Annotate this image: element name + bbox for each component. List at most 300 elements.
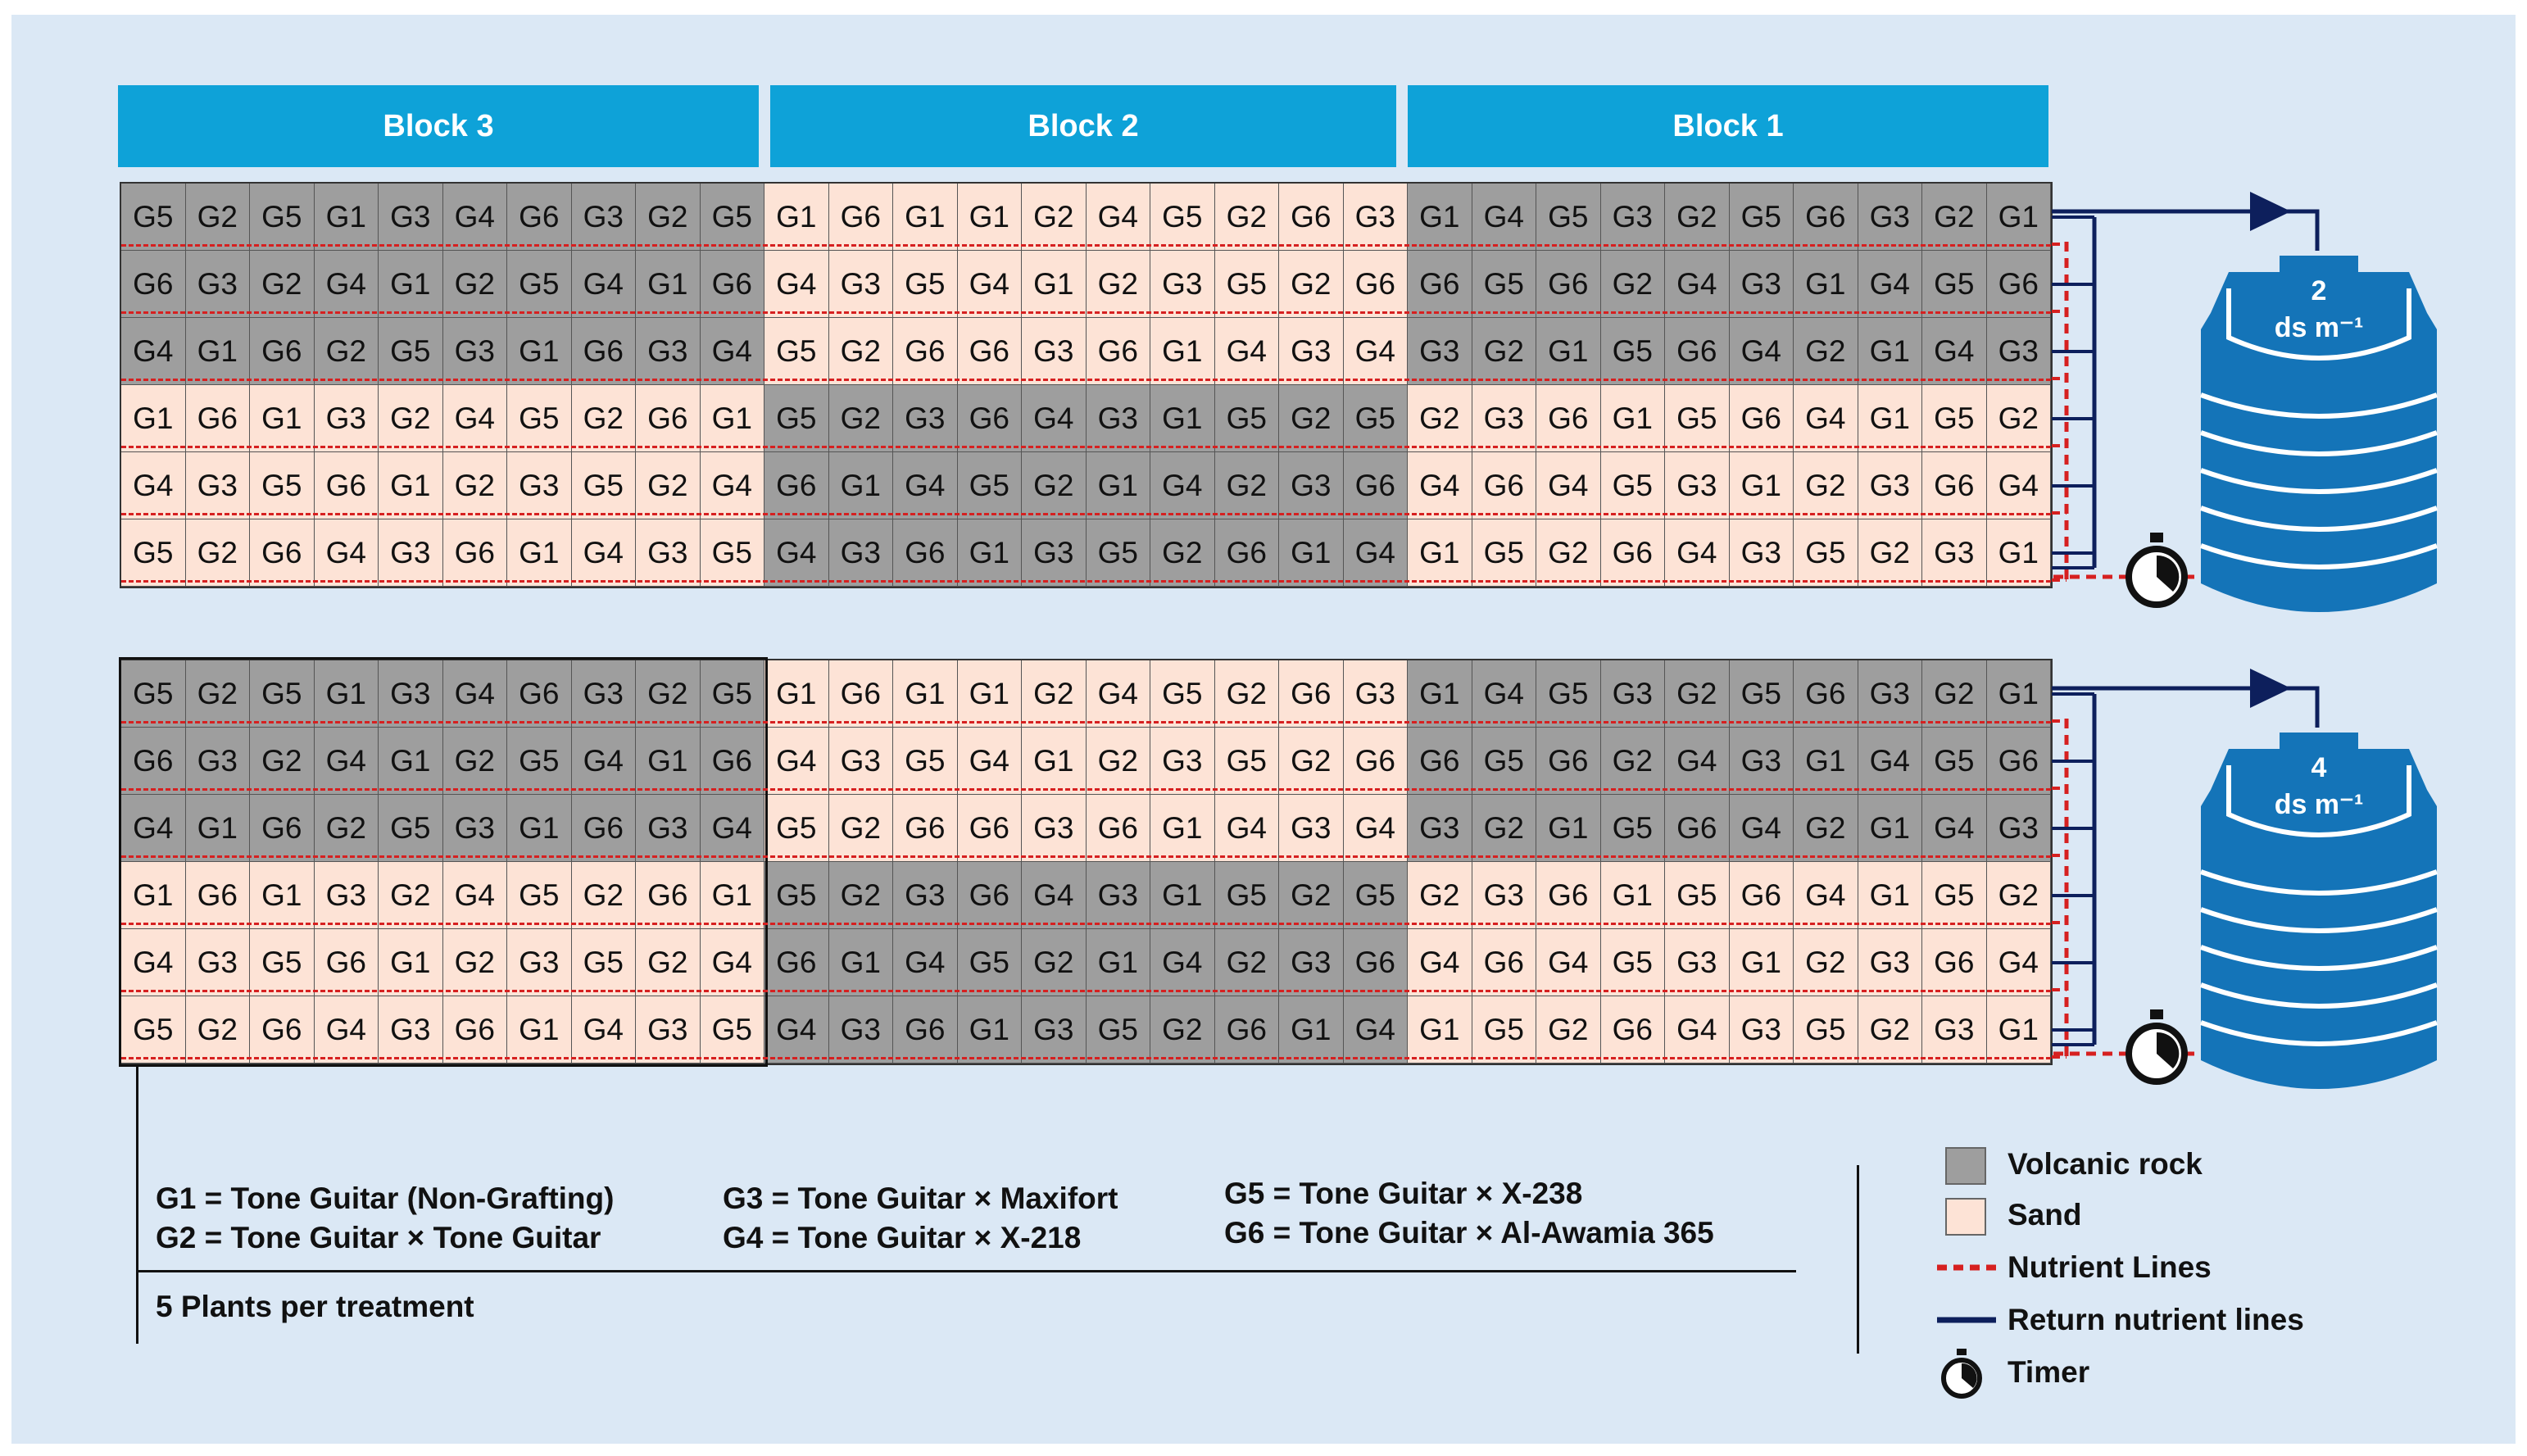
plot-cell: G4 [1408,452,1472,519]
plot-cell: G1 [315,184,379,251]
plot-cell: G4 [572,996,637,1064]
plot-cell: G1 [1150,862,1215,929]
plot-cell: G5 [121,184,186,251]
plot-cell: G2 [636,929,701,996]
plot-cell: G4 [1022,862,1087,929]
plot-cell: G5 [1472,996,1537,1064]
plot-cell: G5 [379,318,443,385]
plot-cell: G2 [250,728,315,795]
plot-cell: G3 [636,318,701,385]
plot-cell: G3 [186,452,251,519]
plot-cell: G5 [1472,251,1537,318]
timer-crown [2150,533,2163,542]
plot-cell: G6 [1601,996,1666,1064]
plot-cell: G1 [764,184,829,251]
plot-cell: G3 [1279,929,1344,996]
plot-cell: G6 [893,318,958,385]
plot-cell: G4 [315,728,379,795]
plot-cell: G2 [443,728,508,795]
red-dashed-line-icon [1934,1255,1999,1280]
plot-cell: G5 [121,519,186,587]
plot-cell: G3 [1022,795,1087,862]
plot-cell: G4 [1215,795,1280,862]
plot-cell: G3 [1022,318,1087,385]
plot-cell: G2 [1536,519,1601,587]
plot-cell: G3 [379,184,443,251]
plot-cell: G3 [186,929,251,996]
plot-cell: G2 [1408,385,1472,452]
sand-square-icon [1945,1198,1986,1236]
plot-cell: G1 [958,660,1023,728]
plot-cell: G2 [186,660,251,728]
plot-cell: G4 [1665,996,1730,1064]
plot-cell: G3 [829,519,894,587]
plot-cell: G6 [1922,929,1987,996]
plot-cell: G6 [764,452,829,519]
plot-cell: G2 [1279,251,1344,318]
plot-cell: G3 [1344,660,1409,728]
plot-cell: G2 [1987,385,2052,452]
plot-cell: G2 [1794,795,1858,862]
plot-cell: G5 [1536,660,1601,728]
plot-cell: G2 [1858,519,1923,587]
plot-cell: G4 [121,318,186,385]
plot-cell: G6 [121,251,186,318]
block-2-header: Block 2 [770,85,1396,167]
plot-cell: G5 [1150,660,1215,728]
plot-cell: G2 [1794,318,1858,385]
plot-cell: G6 [1087,318,1151,385]
plot-cell: G6 [1536,728,1601,795]
plot-cell: G4 [1987,452,2052,519]
plot-cell: G1 [1408,660,1472,728]
plot-cell: G6 [186,385,251,452]
plot-cell: G6 [315,929,379,996]
plot-cell: G3 [1665,929,1730,996]
plot-cell: G4 [121,929,186,996]
plot-cell: G4 [315,251,379,318]
plot-cell: G3 [507,929,572,996]
plot-cell: G6 [829,184,894,251]
plot-cell: G2 [1601,251,1666,318]
plot-cell: G4 [958,728,1023,795]
plot-cell: G6 [1472,929,1537,996]
plot-cell: G6 [507,660,572,728]
nutrient-line [121,788,2051,791]
plot-cell: G2 [1665,660,1730,728]
plot-cell: G3 [186,251,251,318]
plot-cell: G4 [701,318,765,385]
plot-cell: G3 [443,318,508,385]
plot-cell: G6 [1344,251,1409,318]
plot-cell: G3 [1022,996,1087,1064]
plot-cell: G1 [1279,519,1344,587]
plot-cell: G4 [1536,929,1601,996]
plot-cell: G1 [1536,795,1601,862]
plot-cell: G1 [1858,385,1923,452]
plot-cell: G1 [1087,929,1151,996]
plot-cell: G1 [379,929,443,996]
plot-cell: G2 [829,795,894,862]
plot-cell: G2 [1922,184,1987,251]
plot-cell: G4 [893,929,958,996]
plot-cell: G3 [1022,519,1087,587]
plot-cell: G6 [764,929,829,996]
plot-cell: G6 [701,728,765,795]
genotype-g3: G3 = Tone Guitar × Maxifort [723,1182,1118,1215]
plot-cell: G1 [701,862,765,929]
legend-left-rule [136,1065,138,1344]
plot-cell: G5 [764,385,829,452]
plot-cell: G2 [1150,519,1215,587]
plot-cell: G5 [764,862,829,929]
plot-cell: G5 [572,929,637,996]
plot-cell: G3 [1408,795,1472,862]
plot-cell: G6 [958,795,1023,862]
plot-cell: G2 [1087,728,1151,795]
plot-cell: G3 [1601,184,1666,251]
plot-cell: G5 [1215,862,1280,929]
plot-cell: G1 [1987,660,2052,728]
plot-cell: G2 [186,184,251,251]
nutrient-line [121,1057,2051,1059]
plot-cell: G2 [1794,929,1858,996]
key-timer: Timer [2008,1355,2090,1389]
plot-cell: G1 [186,318,251,385]
plot-cell: G4 [1408,929,1472,996]
tank-1-value: 2 [2311,275,2327,306]
plot-cell: G4 [1344,996,1409,1064]
key-separator [1857,1165,1859,1354]
plot-cell: G3 [1665,452,1730,519]
plot-cell: G3 [1279,795,1344,862]
plot-cell: G4 [572,251,637,318]
plot-cell: G3 [379,519,443,587]
plot-cell: G5 [250,929,315,996]
plot-cell: G3 [507,452,572,519]
plot-cell: G2 [636,184,701,251]
plot-cell: G2 [186,996,251,1064]
plot-cell: G6 [250,318,315,385]
top-plumbing [2052,192,2437,612]
plot-cell: G1 [121,385,186,452]
plot-cell: G5 [250,184,315,251]
plot-cell: G4 [1794,862,1858,929]
plot-cell: G3 [893,862,958,929]
plot-cell: G4 [1344,519,1409,587]
plot-cell: G3 [1730,996,1794,1064]
tank-2-unit: ds m⁻¹ [2274,789,2364,820]
nutrient-line [121,990,2051,992]
plot-cell: G3 [829,996,894,1064]
plot-cell: G5 [701,996,765,1064]
plot-cell: G1 [1794,728,1858,795]
plot-cell: G6 [315,452,379,519]
plot-cell: G2 [1150,996,1215,1064]
plot-cell: G6 [701,251,765,318]
plot-cell: G1 [121,862,186,929]
plot-cell: G6 [893,795,958,862]
plot-cell: G4 [1344,318,1409,385]
plot-cell: G1 [1087,452,1151,519]
bottom-plumbing [2052,669,2437,1089]
plot-cell: G5 [893,728,958,795]
plot-cell: G3 [1087,862,1151,929]
plot-cell: G3 [1858,184,1923,251]
plot-cell: G6 [121,728,186,795]
plot-cell: G3 [1987,795,2052,862]
plot-cell: G3 [1472,862,1537,929]
plot-cell: G2 [1215,929,1280,996]
plot-cell: G6 [572,318,637,385]
plot-cell: G5 [1601,452,1666,519]
plot-cell: G2 [186,519,251,587]
plot-cell: G1 [958,184,1023,251]
plot-cell: G2 [1922,660,1987,728]
plot-cell: G6 [1794,660,1858,728]
plot-cell: G5 [507,728,572,795]
plot-cell: G3 [893,385,958,452]
plot-cell: G1 [764,660,829,728]
plot-cell: G5 [1087,996,1151,1064]
plot-cell: G6 [636,862,701,929]
plot-cell: G4 [1987,929,2052,996]
plot-cell: G4 [701,452,765,519]
plot-cell: G5 [121,996,186,1064]
plot-cell: G6 [1408,728,1472,795]
plot-cell: G6 [958,862,1023,929]
plot-cell: G4 [443,385,508,452]
plot-cell: G2 [1858,996,1923,1064]
plot-cell: G6 [186,862,251,929]
plot-cell: G3 [1858,929,1923,996]
plot-cell: G6 [1665,795,1730,862]
plot-cell: G6 [1087,795,1151,862]
plot-cell: G2 [572,385,637,452]
plot-cell: G5 [958,452,1023,519]
nutrient-line [121,446,2051,448]
plot-cell: G5 [1215,728,1280,795]
plot-cell: G5 [1150,184,1215,251]
plot-cell: G4 [1087,184,1151,251]
block-1-header: Block 1 [1408,85,2048,167]
plot-cell: G5 [1922,728,1987,795]
key-nutrient-lines: Nutrient Lines [2008,1250,2212,1284]
plot-cell: G6 [1601,519,1666,587]
plot-cell: G1 [507,318,572,385]
plot-cell: G2 [1022,660,1087,728]
plot-cell: G3 [636,795,701,862]
plot-cell: G1 [958,996,1023,1064]
plot-cell: G5 [1794,996,1858,1064]
plot-cell: G1 [1536,318,1601,385]
flow-arrow-return [2250,192,2291,231]
plot-cell: G4 [1665,728,1730,795]
plot-cell: G1 [1987,184,2052,251]
plot-cell: G1 [1987,519,2052,587]
plot-cell: G4 [443,660,508,728]
plot-cell: G6 [893,996,958,1064]
plot-cell: G2 [1536,996,1601,1064]
plot-cell: G1 [1858,862,1923,929]
plot-cell: G1 [829,929,894,996]
plot-cell: G4 [1215,318,1280,385]
plot-cell: G5 [1730,184,1794,251]
plot-cell: G1 [1858,318,1923,385]
plot-cell: G2 [1279,862,1344,929]
plot-cell: G5 [1215,385,1280,452]
plot-cell: G2 [1215,452,1280,519]
plot-cell: G1 [1279,996,1344,1064]
plot-cell: G2 [379,862,443,929]
genotype-g2: G2 = Tone Guitar × Tone Guitar [156,1221,601,1254]
flow-arrow-return [2250,669,2291,708]
plot-cell: G2 [572,862,637,929]
plot-cell: G6 [1408,251,1472,318]
plot-cell: G5 [893,251,958,318]
plot-cell: G2 [1472,795,1537,862]
plot-cell: G6 [636,385,701,452]
plot-cell: G4 [1730,318,1794,385]
plot-cell: G1 [250,385,315,452]
plot-cell: G2 [636,452,701,519]
plot-cell: G3 [572,660,637,728]
plot-cell: G3 [829,728,894,795]
plot-cell: G3 [1730,519,1794,587]
plants-note: 5 Plants per treatment [156,1290,474,1323]
plot-cell: G2 [1665,184,1730,251]
plot-cell: G1 [315,660,379,728]
nutrient-line [121,721,2051,723]
plot-cell: G3 [1279,318,1344,385]
plot-cell: G3 [1408,318,1472,385]
plot-cell: G5 [1344,862,1409,929]
plot-cell: G1 [1150,385,1215,452]
plot-cell: G4 [764,728,829,795]
plot-cell: G4 [121,452,186,519]
plot-cell: G4 [958,251,1023,318]
plot-cell: G6 [958,318,1023,385]
plot-cell: G1 [1150,795,1215,862]
plot-cell: G3 [1472,385,1537,452]
plot-cell: G4 [1922,795,1987,862]
plot-cell: G6 [1730,862,1794,929]
plot-cell: G2 [829,318,894,385]
plot-cell: G1 [636,251,701,318]
plot-cell: G3 [1601,660,1666,728]
plot-cell: G6 [1536,862,1601,929]
plot-cell: G6 [443,519,508,587]
plot-cell: G2 [315,318,379,385]
plot-cell: G4 [764,251,829,318]
plot-cell: G1 [1022,728,1087,795]
nutrient-line [121,379,2051,381]
plot-cell: G5 [1601,929,1666,996]
plot-cell: G1 [186,795,251,862]
plot-cell: G1 [507,519,572,587]
plot-cell: G4 [1858,251,1923,318]
plot-cell: G1 [1022,251,1087,318]
plot-cell: G1 [1730,452,1794,519]
plot-cell: G6 [507,184,572,251]
plot-cell: G3 [1279,452,1344,519]
plot-cell: G5 [764,795,829,862]
plot-cell: G6 [443,996,508,1064]
plot-cell: G2 [443,929,508,996]
block-3-header: Block 3 [118,85,759,167]
plot-cell: G4 [315,996,379,1064]
plot-cell: G2 [1022,452,1087,519]
plot-cell: G6 [250,996,315,1064]
plot-cell: G2 [1279,385,1344,452]
plot-cell: G3 [1858,452,1923,519]
plot-cell: G6 [1279,184,1344,251]
plot-cell: G2 [636,660,701,728]
plot-cell: G3 [379,660,443,728]
plot-cell: G4 [1150,929,1215,996]
plot-cell: G4 [1922,318,1987,385]
plot-cell: G6 [572,795,637,862]
plot-cell: G5 [1922,862,1987,929]
plot-cell: G1 [829,452,894,519]
plot-cell: G6 [1794,184,1858,251]
plot-cell: G3 [186,728,251,795]
plot-cell: G1 [1408,996,1472,1064]
nutrient-line [121,855,2051,858]
plot-cell: G5 [379,795,443,862]
plot-cell: G3 [1087,385,1151,452]
plot-cell: G2 [1408,862,1472,929]
plot-cell: G6 [1922,452,1987,519]
plot-cell: G2 [443,452,508,519]
plot-cell: G4 [1150,452,1215,519]
plot-cell: G5 [1601,795,1666,862]
plot-cell: G2 [1022,184,1087,251]
plot-cell: G3 [1150,728,1215,795]
plot-cell: G5 [1472,728,1537,795]
plot-cell: G3 [379,996,443,1064]
nutrient-line [121,580,2051,583]
plot-cell: G4 [764,519,829,587]
plot-cell: G2 [1279,728,1344,795]
genotype-g1: G1 = Tone Guitar (Non-Grafting) [156,1182,615,1215]
plot-cell: G5 [1922,385,1987,452]
tank-cap [2280,733,2358,749]
genotype-g4: G4 = Tone Guitar × X-218 [723,1221,1082,1254]
plot-cell: G3 [315,862,379,929]
navy-solid-line-icon [1934,1308,1999,1332]
plot-cell: G1 [1408,519,1472,587]
plot-cell: G2 [1215,184,1280,251]
plot-cell: G5 [1215,251,1280,318]
key-volcanic-rock: Volcanic rock [2008,1147,2203,1181]
plot-cell: G6 [958,385,1023,452]
plot-cell: G1 [636,728,701,795]
plot-cell: G4 [443,862,508,929]
plot-cell: G6 [1987,728,2052,795]
plot-cell: G6 [1536,251,1601,318]
plot-cell: G1 [1601,385,1666,452]
plot-cell: G3 [572,184,637,251]
plot-cell: G3 [1858,660,1923,728]
plot-cell: G6 [250,519,315,587]
genotype-g5: G5 = Tone Guitar × X-238 [1224,1177,1583,1210]
plot-cell: G3 [1922,519,1987,587]
plot-cell: G1 [1408,184,1472,251]
plot-cell: G2 [250,251,315,318]
plot-cell: G4 [1344,795,1409,862]
plot-cell: G6 [1215,996,1280,1064]
